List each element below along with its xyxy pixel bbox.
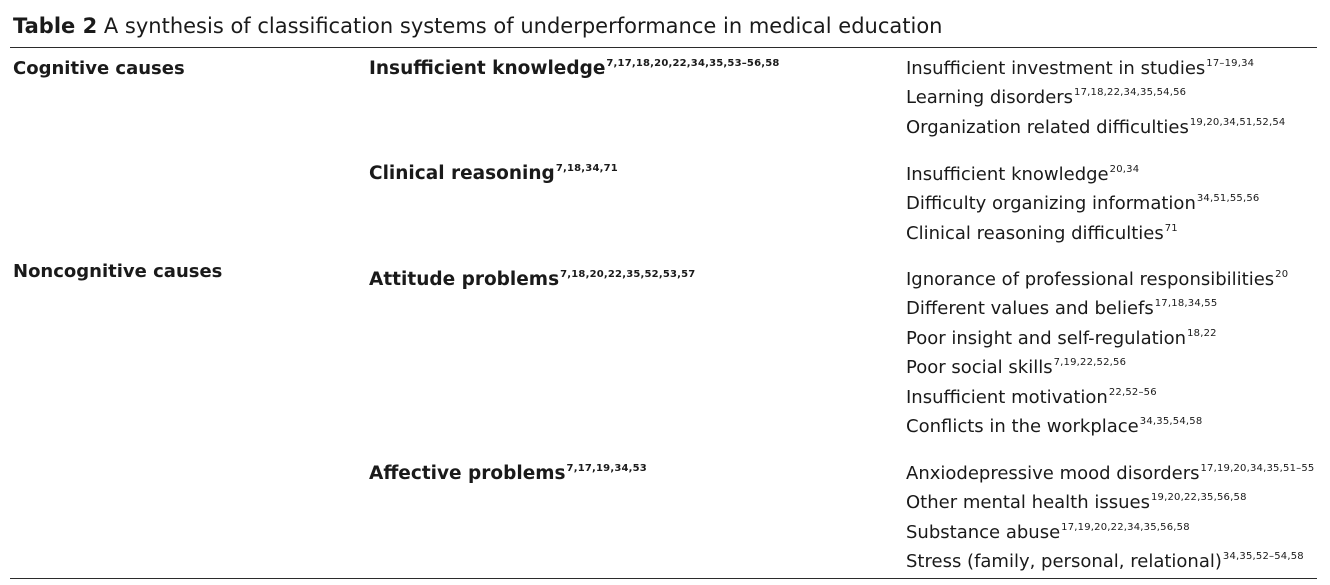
item-text: Ignorance of professional responsibilities — [906, 269, 1275, 290]
subcategory-refs: 7,18,20,22,35,52,53,57 — [560, 269, 696, 280]
item-text: Anxiodepressive mood disorders — [906, 463, 1200, 484]
item-refs: 17,18,34,55 — [1154, 298, 1218, 309]
table-title: A synthesis of classification systems of underperformance in medical education — [103, 14, 943, 38]
subcategory-label: Attitude problems — [369, 269, 560, 290]
table-label: Table 2 — [13, 14, 98, 38]
item-text: Substance abuse — [906, 522, 1061, 543]
item-refs: 17,18,22,34,35,54,56 — [1074, 87, 1187, 98]
item-refs: 34,51,55,56 — [1196, 193, 1260, 204]
item-refs: 34,35,54,58 — [1139, 416, 1203, 427]
subcategory-label: Clinical reasoning — [369, 163, 555, 184]
list-item — [906, 521, 1190, 545]
item-refs: 7,19,22,52,56 — [1053, 357, 1127, 368]
table-top-rule — [10, 47, 1317, 48]
item-text: Difficulty organizing information — [906, 193, 1196, 214]
item-refs: 17,19,20,22,34,35,56,58 — [1061, 522, 1190, 533]
item-refs: 71 — [1164, 223, 1178, 234]
item-text: Insufficient knowledge — [906, 164, 1109, 185]
subcategory-label: Insufficient knowledge — [369, 58, 606, 79]
subcategory-clinical-reasoning — [369, 161, 618, 187]
subcategory-refs: 7,17,18,20,22,34,35,53–56,58 — [606, 58, 780, 69]
list-item — [906, 57, 1254, 81]
subcategory-affective-problems — [369, 461, 647, 487]
item-refs: 19,20,22,35,56,58 — [1150, 492, 1247, 503]
list-item — [906, 386, 1157, 410]
table-bottom-rule — [10, 578, 1317, 579]
item-text: Insufficient investment in studies — [906, 58, 1206, 79]
item-text: Poor social skills — [906, 357, 1053, 378]
item-refs: 18,22 — [1187, 328, 1217, 339]
table-caption — [13, 12, 942, 40]
category-cognitive: Cognitive causes — [13, 58, 185, 79]
item-text: Stress (family, personal, relational) — [906, 551, 1222, 572]
list-item — [906, 116, 1286, 140]
item-text: Organization related difficulties — [906, 117, 1189, 138]
item-text: Different values and beliefs — [906, 298, 1154, 319]
item-text: Clinical reasoning difficulties — [906, 223, 1164, 244]
list-item — [906, 550, 1304, 574]
item-text: Insufficient motivation — [906, 387, 1108, 408]
list-item — [906, 491, 1247, 515]
item-refs: 20,34 — [1109, 164, 1140, 175]
list-item — [906, 327, 1217, 351]
category-noncognitive: Noncognitive causes — [13, 261, 223, 282]
list-item — [906, 415, 1202, 439]
list-item — [906, 86, 1186, 110]
subcategory-label: Affective problems — [369, 463, 566, 484]
list-item — [906, 222, 1178, 246]
item-text: Poor insight and self-regulation — [906, 328, 1187, 349]
item-text: Conflicts in the workplace — [906, 416, 1139, 437]
list-item — [906, 163, 1139, 187]
list-item — [906, 356, 1126, 380]
item-refs: 19,20,34,51,52,54 — [1189, 117, 1286, 128]
subcategory-insufficient-knowledge — [369, 56, 780, 82]
list-item — [906, 268, 1288, 292]
subcategory-refs: 7,17,19,34,53 — [566, 463, 647, 474]
subcategory-refs: 7,18,34,71 — [555, 163, 618, 174]
item-refs: 20 — [1275, 269, 1289, 280]
list-item — [906, 297, 1217, 321]
item-refs: 22,52–56 — [1108, 387, 1157, 398]
list-item — [906, 192, 1260, 216]
item-refs: 17,19,20,34,35,51–55 — [1200, 463, 1315, 474]
item-text: Other mental health issues — [906, 492, 1150, 513]
item-text: Learning disorders — [906, 87, 1074, 108]
item-refs: 34,35,52–54,58 — [1222, 551, 1304, 562]
item-refs: 17–19,34 — [1206, 58, 1255, 69]
list-item — [906, 462, 1314, 486]
subcategory-attitude-problems — [369, 267, 695, 293]
